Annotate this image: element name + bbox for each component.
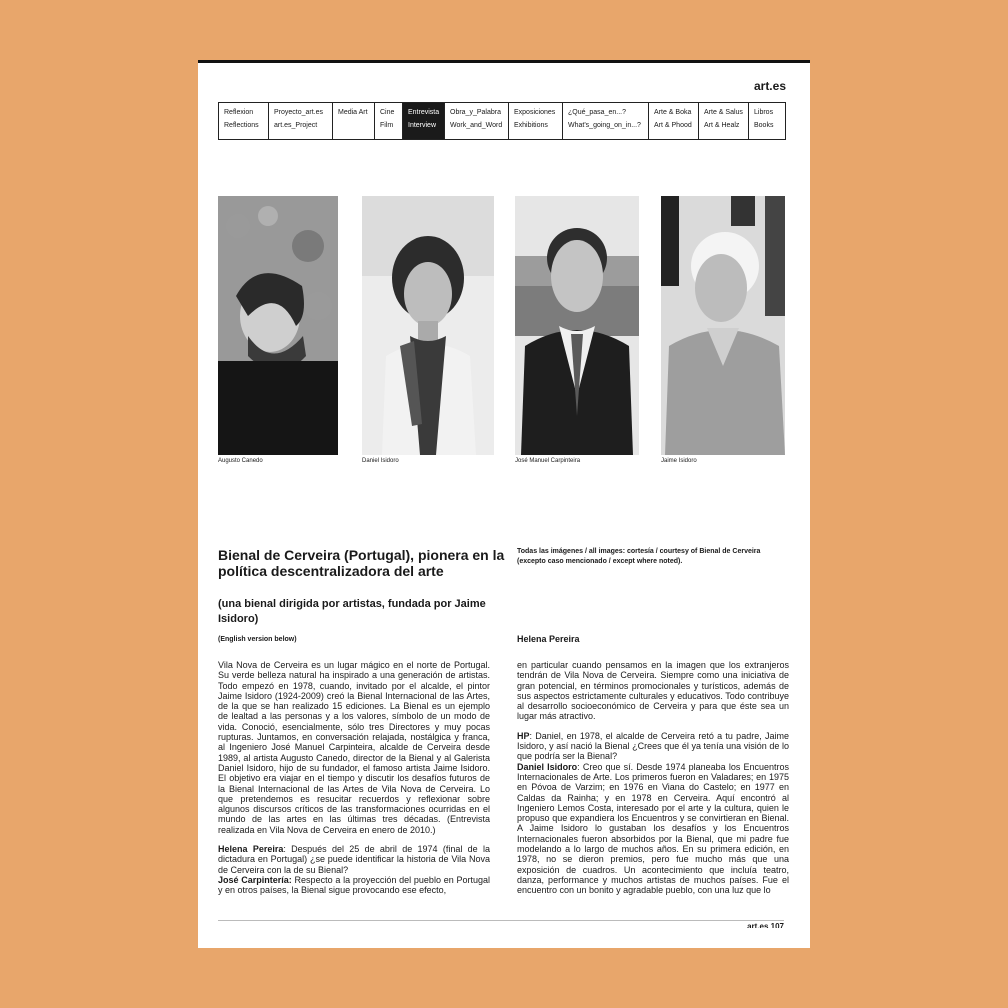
speaker-label: HP [517, 730, 530, 741]
photo-daniel-isidoro [362, 196, 494, 455]
article-author: Helena Pereira [517, 634, 580, 644]
section-nav [218, 102, 786, 140]
question-text: : Daniel, en 1978, el alcalde de Cerveira retó a tu padre, Jaime Isidoro, y así nació la Bienal ¿Crees que él ya tenía una visión de lo que podría ser la Bienal? [517, 730, 789, 762]
magazine-brand: art.es [753, 79, 786, 93]
interview-exchange [218, 844, 490, 895]
magazine-page [198, 60, 810, 948]
photo-caption: Augusto Canedo [218, 458, 263, 464]
answer-text: : Creo que sí. Desde 1974 planeaba los Encuentros Internacionales de Arte. Los primeros fueron en Valadares; en 1975 en Póvoa de Varzim; en 1976 en Viana do Castelo; en 1977 en Caldas da Rainha; y en 1978 en Cerveira. Aquí encontró al Ingeniero Lemos Costa, interesado por el arte y la cultura, quien le propuso que expandiera los Encuentros y se convirtieran en Bienal. A Jaime Isidoro lo gustaban los desafíos y los Encuentros Internacionales fueron absorbidos por la Bienal, que mi padre fue modelando a lo largo de muchos años. En su primera edición, en 1978, no se dieron premios, pero fue mucho más que una exposición de cuadros. Un acontecimiento que incluía teatro, danza, performance y muchos artistas de muchos países. Fue el encuentro con un bonito y agradable pueblo, con una luz que lo [517, 761, 790, 896]
nav-item-arte-boka[interactable]: Arte & Boka Art & Phood [649, 103, 699, 139]
photo-augusto-canedo [218, 196, 338, 455]
article-intro: Vila Nova de Cerveira es un lugar mágico en el norte de Portugal. Su verde belleza natural ha inspirado a una generación de artistas. Todo empezó en 1978, cuando, invitado por el alcalde, el pintor Jaime Isidoro (1924-2009) creó la Bienal Internacional de las Artes, de la que se han realizado 15 ediciones. La Bienal es un ejemplo de lealtad a las personas y a los valores, símbolo de un modo de vida. Conoció, esencialmente, sólo tres Directores y muy pocas rupturas. Juntamos, en conversación relajada, nostálgica y franca, al Ingeniero José Manuel Carpinteira, alcalde de Cerveira desde 1989, al artista Augusto Canedo, director de la Bienal y al Galerista Daniel Isidoro, hijo de su fundador, el famoso artista Jaime Isidoro. El objetivo era viajar en el tiempo y discutir los desafíos futuros de la Bienal Internacional de las Artes de Vila Nova de Cerveira. Lo que pretendemos es resucitar recuerdos y reflexionar sobre algunos discursos críticos de las transformaciones ocurridas en el mundo de las artes en las últimas tres décadas. (Entrevista realizada en Vila Nova de Cerveira en enero de 2010.) [218, 660, 490, 835]
photo-caption: José Manuel Carpinteira [515, 458, 581, 464]
nav-item-entrevista[interactable]: Entrevista Interview [403, 103, 445, 139]
photo-jaime-isidoro [661, 196, 785, 455]
nav-item-obra-y-palabra[interactable]: Obra_y_Palabra Work_and_Word [445, 103, 509, 139]
speaker-label: Helena Pereira [218, 844, 284, 855]
photo-jose-carpinteira [515, 196, 639, 455]
question-text: : Después del 25 de abril de 1974 (final de la dictadura en Portugal) ¿se puede identificar la historia de Vila Nova de Cerveira con la de su Bienal? [218, 844, 490, 875]
portrait-photo-icon [661, 196, 785, 455]
nav-item-cine[interactable]: Cine Film [375, 103, 403, 139]
portrait-photo-icon [515, 196, 639, 455]
article-column-right [517, 660, 789, 896]
nav-item-proyecto[interactable]: Proyecto_art.es art.es_Project [269, 103, 333, 139]
nav-item-que-pasa[interactable]: ¿Qué_pasa_en...? What's_going_on_in...? [563, 103, 649, 139]
article-title: Bienal de Cerveira (Portugal), pionera en la política descentralizadora del arte [218, 547, 505, 579]
nav-item-libros[interactable]: Libros Books [754, 109, 774, 129]
photo-caption: Daniel Isidoro [362, 458, 399, 464]
interview-exchange [517, 731, 789, 896]
image-credit: Todas las imágenes / all images: cortesía / courtesy of Bienal de Cerveira (excepto caso mencionado / except where noted). [517, 548, 761, 565]
english-version-note: (English version below) [218, 636, 297, 643]
nav-item-arte-salus[interactable]: Arte & Salus Art & Healz [699, 103, 749, 139]
portrait-photo-icon [362, 196, 494, 455]
footer-divider [218, 920, 784, 921]
nav-item-exposiciones[interactable]: Exposiciones Exhibitions [509, 103, 563, 139]
answer-text: Respecto a la proyección del pueblo en Portugal y en otros países, la Bienal sigue provocando ese efecto, [218, 874, 490, 896]
article-subtitle: (una bienal dirigida por artistas, fundada por Jaime Isidoro) [218, 598, 486, 625]
portrait-photo-icon [218, 196, 338, 455]
nav-item-media-art[interactable]: Media Art [333, 103, 375, 139]
article-paragraph: en particular cuando pensamos en la imagen que los extranjeros tendrán de Vila Nova de Cerveira. Siempre como una iniciativa de gran potencial, en términos promocionales y turísticos, además de sus aspectos estrictamente culturales y educativos. Todo contribuye al desarrollo socioeconómico de Cerveira y para que éste sea un lugar más atractivo. [517, 660, 789, 722]
speaker-label: José Carpintería: [218, 874, 292, 885]
nav-item-reflexion[interactable]: Reflexion Reflections [219, 103, 269, 139]
photo-caption: Jaime Isidoro [661, 458, 697, 464]
speaker-label: Daniel Isidoro [517, 761, 578, 772]
page-number: art.es 107 [747, 922, 784, 928]
article-column-left [218, 660, 490, 896]
